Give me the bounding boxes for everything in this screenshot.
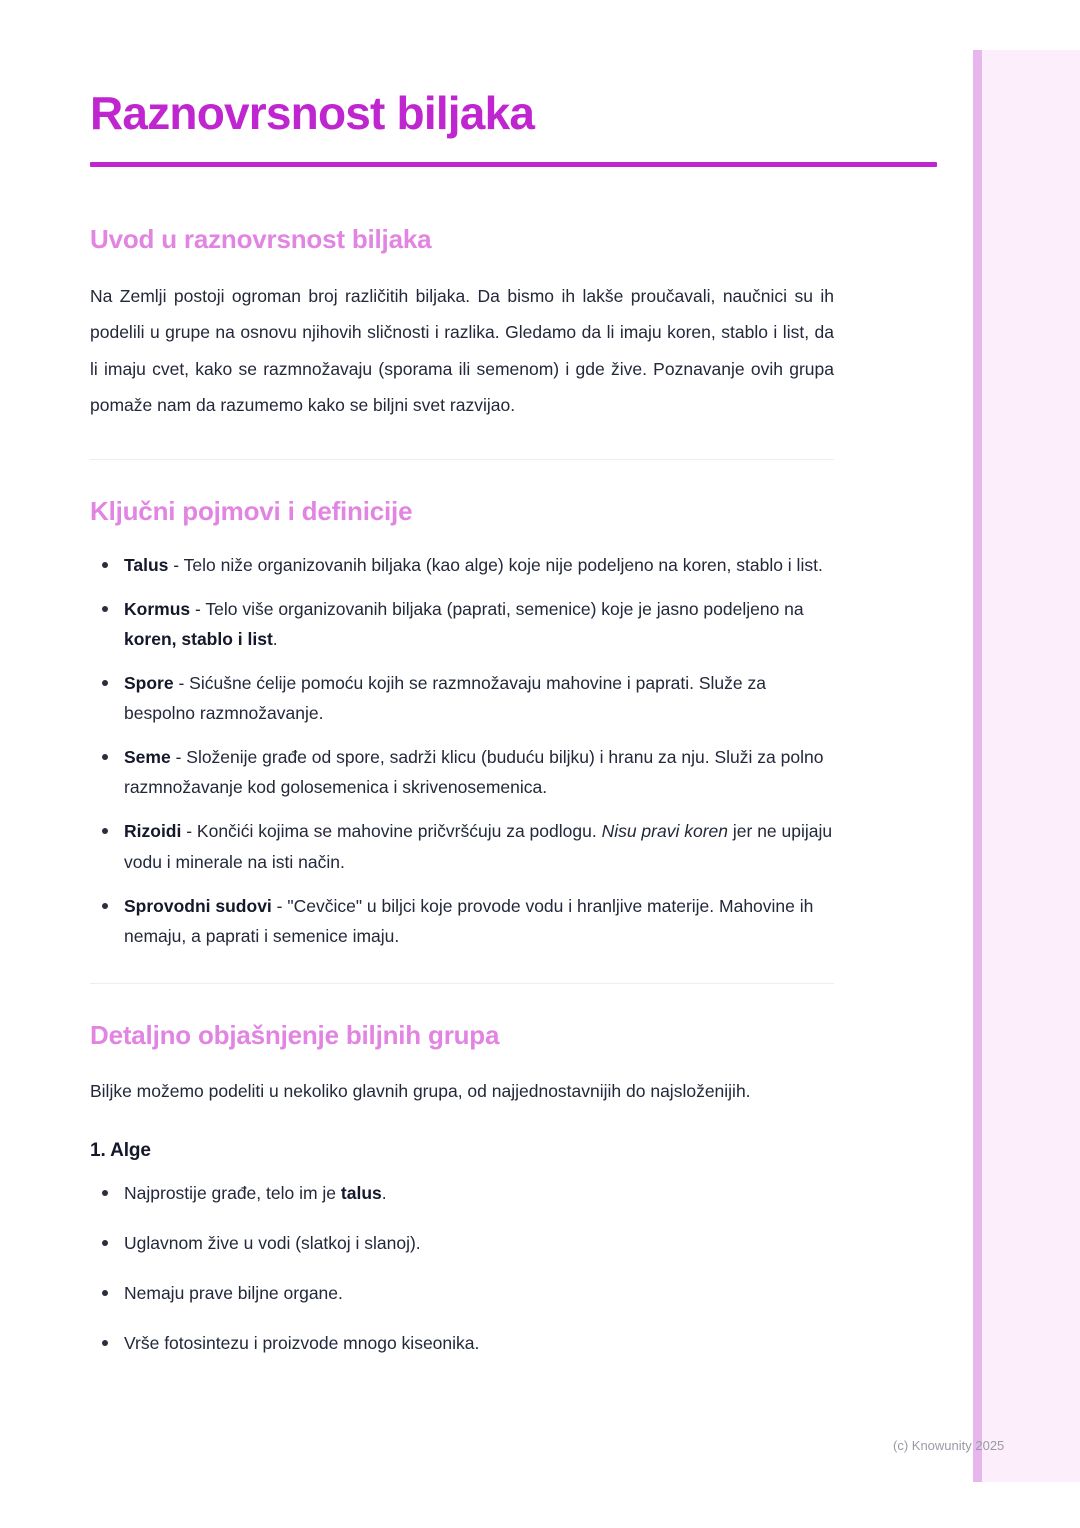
- text-run: "Cevčice" u biljci koje provode vodu i hranljive materije. Mahovine ih nemaju, a paprati i semenice imaju.: [124, 895, 814, 946]
- term-label: Seme: [124, 747, 171, 768]
- copyright-watermark: (c) Knowunity 2025: [893, 1438, 1005, 1453]
- list-item: [90, 891, 834, 951]
- text-run: .: [381, 1182, 387, 1203]
- text-run: jer ne upijaju vodu i minerale na isti način.: [124, 821, 833, 872]
- section-heading-plant-groups: Detaljno objašnjenje biljnih grupa: [90, 1019, 500, 1050]
- key-terms-list: [90, 528, 834, 951]
- list-item: [90, 816, 834, 876]
- text-run: .: [272, 629, 278, 650]
- term-label: Talus: [124, 554, 169, 575]
- list-item: [90, 1228, 834, 1258]
- section-heading-intro: Uvod u raznovrsnost biljaka: [90, 224, 432, 255]
- emphasis-bold: koren, stablo i list: [124, 629, 273, 650]
- text-run: Uglavnom žive u vodi (slatkoj i slanoj).: [124, 1232, 421, 1253]
- term-separator: -: [170, 747, 187, 768]
- term-separator: -: [190, 598, 206, 619]
- document-content-column: [90, 0, 834, 1358]
- emphasis-italic: Nisu pravi koren: [601, 821, 729, 842]
- list-item: [90, 668, 834, 728]
- term-separator: -: [168, 554, 184, 575]
- list-item: [90, 742, 834, 802]
- list-item: [90, 1328, 834, 1358]
- term-label: Spore: [124, 673, 174, 694]
- term-separator: -: [173, 673, 190, 694]
- text-run: Vrše fotosintezu i proizvode mnogo kiseonika.: [124, 1333, 480, 1354]
- text-run: Najprostije građe, telo im je: [124, 1182, 341, 1203]
- term-separator: -: [181, 821, 197, 842]
- list-item: [90, 594, 834, 654]
- text-run: Sićušne ćelije pomoću kojih se razmnožavaju mahovine i paprati. Služe za bespolno razmnožavanje.: [124, 673, 766, 724]
- text-run: Nemaju prave biljne organe.: [124, 1282, 343, 1303]
- list-item: [90, 1278, 834, 1308]
- text-run: Telo niže organizovanih biljaka (kao alge) koje nije podeljeno na koren, stablo i list.: [183, 554, 823, 575]
- section-heading-key-terms: Ključni pojmovi i definicije: [90, 496, 413, 527]
- alge-facts-list: [90, 1162, 834, 1358]
- text-run: Telo više organizovanih biljaka (paprati, semenice) koje je jasno podeljeno na: [205, 598, 804, 619]
- term-label: Kormus: [124, 598, 191, 619]
- plant-groups-paragraph: Biljke možemo podeliti u nekoliko glavnih grupa, od najjednostavnijih do najsloženijih.: [90, 1081, 751, 1102]
- emphasis-bold: talus: [340, 1182, 382, 1203]
- list-item: [90, 1178, 834, 1208]
- text-run: Složenije građe od spore, sadrži klicu (buduću biljku) i hranu za nju. Služi za polno razmnožavanje kod golosemenica i skrivenosemenica.: [124, 747, 824, 798]
- term-separator: -: [271, 895, 288, 916]
- list-item: [90, 550, 834, 580]
- term-label: Sprovodni sudovi: [124, 895, 272, 916]
- page-title: Raznovrsnost biljaka: [90, 87, 535, 139]
- intro-paragraph: Na Zemlji postoji ogroman broj različitih biljaka. Da bismo ih lakše proučavali, naučnici su ih podelili u grupe na osnovu njihovih sličnosti i razlika. Gledamo da li imaju koren, stablo i list, da li imaju cvet, kako se razmnožavaju (sporama ili semenom) i gde žive. Poznavanje ovih grupa pomaže nam da razumemo kako se biljni svet razvijao.: [90, 285, 834, 415]
- subheading-alge: 1. Alge: [90, 1139, 151, 1161]
- term-label: Rizoidi: [124, 821, 182, 842]
- text-run: Končići kojima se mahovine pričvršćuju za podlogu.: [196, 821, 602, 842]
